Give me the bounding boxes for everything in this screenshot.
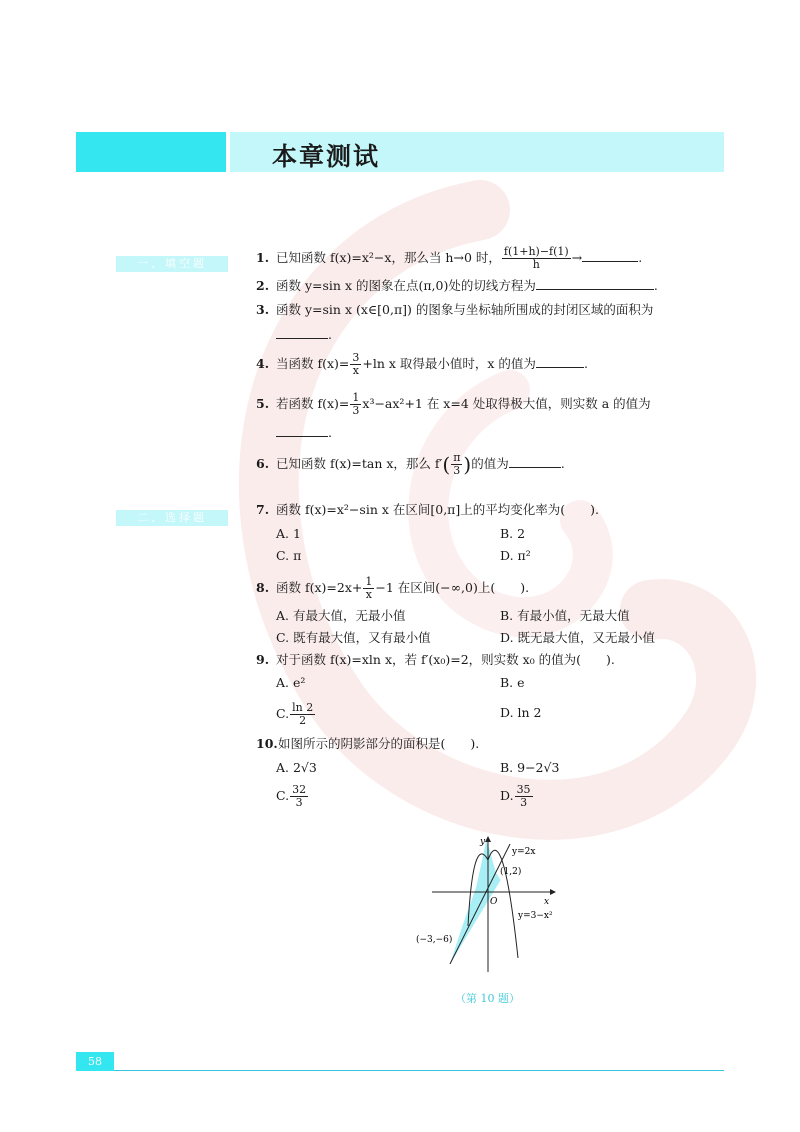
area-figure — [410, 830, 560, 980]
fraction: $\frac{1}{x}$ — [365, 575, 373, 601]
question-5-blank: . — [276, 424, 332, 441]
fraction: $\frac{1}{3}$ — [352, 391, 360, 417]
section-tag-multiple-choice: 二、选择题 — [116, 510, 228, 526]
option-b[interactable]: B. 9−2√3 — [500, 760, 560, 775]
option-c[interactable]: C. 既有最大值，又有最小值 — [276, 630, 431, 645]
section-tag-fill-blank: 一、填空题 — [116, 256, 228, 272]
figure-caption: （第 10 题） — [455, 992, 520, 1005]
page-number: 58 — [76, 1052, 114, 1071]
answer-blank[interactable] — [276, 424, 328, 437]
answer-blank[interactable] — [536, 277, 654, 290]
footer-rule — [76, 1070, 724, 1071]
option-b[interactable]: B. e — [500, 675, 525, 690]
option-a[interactable]: A. 1 — [276, 526, 301, 541]
x-arrow-icon — [550, 889, 556, 895]
line-y2x — [450, 844, 510, 964]
option-d[interactable]: D. $\frac{35}{3}$ — [500, 783, 531, 809]
y-axis-label: y — [480, 837, 486, 847]
answer-blank[interactable] — [536, 355, 584, 368]
y-arrow-icon — [485, 836, 491, 842]
question-number: 1. — [256, 250, 270, 265]
answer-blank[interactable] — [582, 249, 638, 262]
option-b[interactable]: B. 2 — [500, 526, 526, 541]
option-d[interactable]: D. ln 2 — [500, 705, 542, 720]
fraction: $\frac{3}{x}$ — [352, 351, 360, 377]
question-2: 2. 函数 y=sin x 的图象在点(π,0)处的切线方程为 . — [256, 278, 658, 293]
question-1: 1. 已知函数 f(x)=x²−x，那么当 h→0 时， $\frac{f(1+h)-f(1)}{h}$ → . — [256, 245, 643, 271]
origin-label: O — [490, 897, 498, 907]
option-d[interactable]: D. 既无最大值，又无最小值 — [500, 630, 656, 645]
option-a[interactable]: A. 2√3 — [276, 760, 317, 775]
option-c[interactable]: C. $\frac{\ln 2}{2}$ — [276, 701, 314, 727]
answer-blank[interactable] — [276, 326, 328, 339]
option-d[interactable]: D. π² — [500, 548, 531, 563]
question-8: 8. 函数 f(x)=2x+ $\frac{1}{x}$ −1 在区间(−∞,0)上( ). — [256, 575, 530, 601]
question-9: 9. 对于函数 f(x)=xln x，若 f′(x₀)=2，则实数 x₀ 的值为( ). — [256, 652, 615, 667]
option-c[interactable]: C. π — [276, 548, 302, 563]
question-7: 7. 函数 f(x)=x²−sin x 在区间[0,π]上的平均变化率为( ). — [256, 502, 599, 517]
question-4: 4. 当函数 f(x)= $\frac{3}{x}$ +ln x 取得最小值时，x 的值为 . — [256, 351, 588, 377]
point-upper-label: (1,2) — [500, 867, 522, 877]
title-accent-bar — [76, 132, 226, 172]
option-a[interactable]: A. 有最大值，无最小值 — [276, 608, 406, 623]
answer-blank[interactable] — [509, 455, 561, 468]
fraction: $\frac{\pi}{3}$ — [453, 451, 461, 477]
point-lower-label: (−3,−6) — [416, 935, 453, 945]
line-label: y=2x — [512, 847, 536, 857]
page-title: 本章测试 — [272, 142, 381, 171]
fraction: $\frac{f(1+h)-f(1)}{h}$ — [503, 245, 569, 271]
question-5: 5. 若函数 f(x)= $\frac{1}{3}$ x³−ax²+1 在 x=4 处取得极大值，则实数 a 的值为 — [256, 391, 651, 417]
option-c[interactable]: C. $\frac{32}{3}$ — [276, 783, 307, 809]
option-a[interactable]: A. e² — [276, 675, 306, 690]
option-b[interactable]: B. 有最小值，无最大值 — [500, 608, 630, 623]
question-6: 6. 已知函数 f(x)=tan x，那么 f′( $\frac{\pi}{3}$ )的值为 . — [256, 451, 565, 477]
question-3-blank: . — [276, 326, 332, 343]
x-axis-label: x — [544, 897, 550, 907]
question-3: 3. 函数 y=sin x (x∈[0,π]) 的图象与坐标轴所围成的封闭区域的面积为 — [256, 302, 654, 317]
curve-label: y=3−x² — [518, 911, 553, 921]
question-10: 10.如图所示的阴影部分的面积是( ). — [256, 736, 480, 751]
